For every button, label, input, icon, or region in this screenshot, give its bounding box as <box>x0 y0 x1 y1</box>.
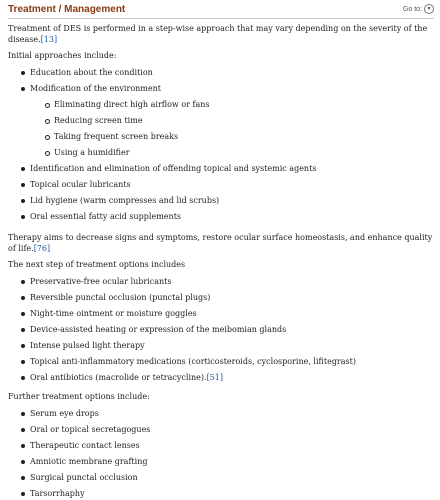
list-item: Serum eye drops <box>8 408 434 419</box>
further-heading: Further treatment options include: <box>8 392 150 401</box>
section-header <box>8 0 434 19</box>
sublist-item: Using a humidifier <box>8 147 434 158</box>
list-item <box>8 372 434 383</box>
sublist-item: Eliminating direct high airflow or fans <box>8 99 434 110</box>
list-item-label: Oral antibiotics (macrolide or tetracycline). <box>30 373 207 382</box>
list-item: Lid hygiene (warm compresses and lid scrubs) <box>8 195 434 206</box>
list-item: Identification and elimination of offending topical and systemic agents <box>8 163 434 174</box>
list-item: Therapeutic contact lenses <box>8 440 434 451</box>
list-item: Tarsorrhaphy <box>8 488 434 499</box>
sublist-item: Taking frequent screen breaks <box>8 131 434 142</box>
list-item <box>8 83 434 158</box>
goto-label: Go to: <box>402 5 422 13</box>
list-item: Surgical punctal occlusion <box>8 472 434 483</box>
next-heading: The next step of treatment options includes <box>8 260 186 269</box>
list-item: Amniotic membrane grafting <box>8 456 434 467</box>
list-item: Preservative-free ocular lubricants <box>8 276 434 287</box>
list-item: Topical ocular lubricants <box>8 179 434 190</box>
list-item: Education about the condition <box>8 67 434 78</box>
intro-text: Treatment of DES is performed in a step-wise approach that may vary depending on the severity of the disease. <box>8 24 428 44</box>
sublist <box>8 99 434 158</box>
intro-paragraph <box>8 23 434 45</box>
list-item: Reversible punctal occlusion (punctal plugs) <box>8 292 434 303</box>
list-item: Topical anti-inflammatory medications (corticosteroids, cyclosporine, lifitegrast) <box>8 356 434 367</box>
list-item: Night-time ointment or moisture goggles <box>8 308 434 319</box>
initial-heading: Initial approaches include: <box>8 51 117 60</box>
citation-link[interactable]: [13] <box>40 35 58 44</box>
list-item: Device-assisted heating or expression of the meibomian glands <box>8 324 434 335</box>
further-list <box>8 408 434 499</box>
therapy-paragraph <box>8 232 434 254</box>
therapy-text: Therapy aims to decrease signs and symptoms, restore ocular surface homeostasis, and enhance quality of life. <box>8 233 433 253</box>
goto-menu[interactable] <box>403 4 434 14</box>
list-item: Oral or topical secretagogues <box>8 424 434 435</box>
next-list <box>8 276 434 383</box>
citation-link[interactable]: [51] <box>206 373 223 382</box>
sublist-item: Reducing screen time <box>8 115 434 126</box>
list-item: Intense pulsed light therapy <box>8 340 434 351</box>
citation-link[interactable]: [76] <box>33 244 51 253</box>
list-item-label: Modification of the environment <box>30 84 161 93</box>
section-title: Treatment / Management <box>8 3 126 15</box>
chevron-down-icon[interactable]: ▼ <box>424 4 434 14</box>
list-item: Oral essential fatty acid supplements <box>8 211 434 222</box>
initial-list <box>8 67 434 222</box>
